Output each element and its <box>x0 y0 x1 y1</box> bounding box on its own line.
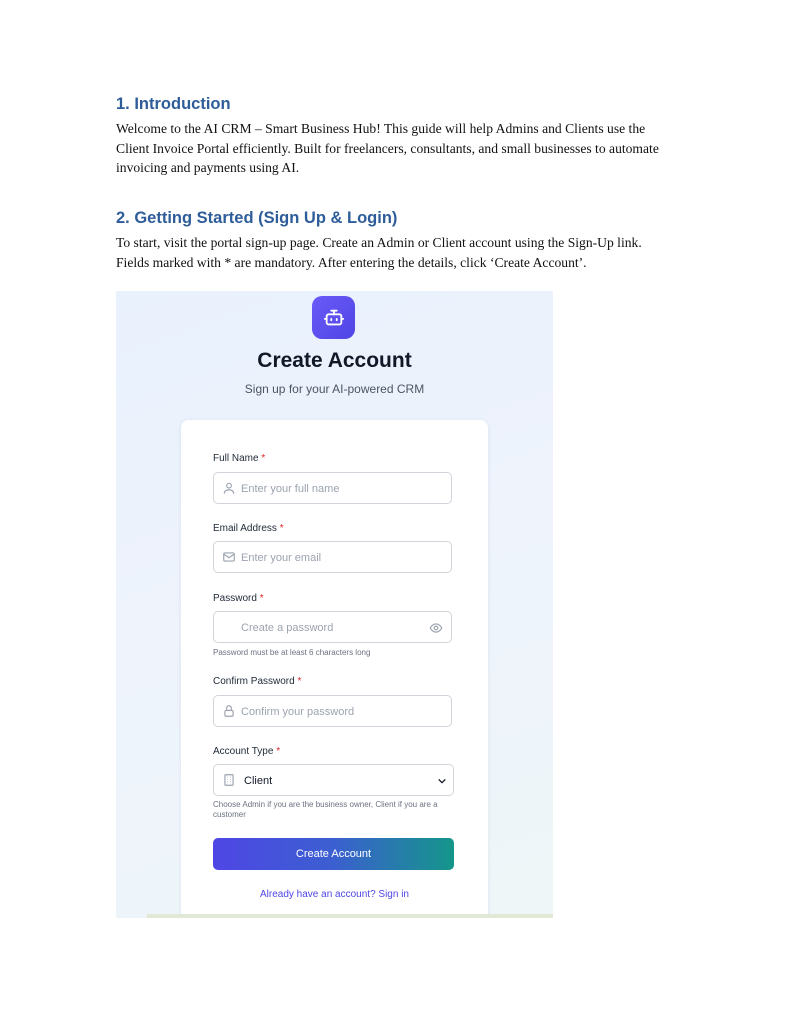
signup-subtitle: Sign up for your AI-powered CRM <box>244 382 425 396</box>
password-label <box>213 593 264 604</box>
required-marker: * <box>279 523 284 534</box>
required-marker: * <box>276 746 281 757</box>
create-account-button[interactable]: Create Account <box>213 838 454 870</box>
mail-icon <box>222 550 236 564</box>
password-label-text: Password <box>213 593 257 604</box>
full-name-label-text: Full Name <box>213 453 259 464</box>
account-type-select[interactable] <box>213 764 454 796</box>
email-placeholder: Enter your email <box>241 552 322 564</box>
account-type-label <box>213 746 280 757</box>
screenshot-bottom-edge <box>147 914 553 918</box>
email-input[interactable] <box>213 541 452 573</box>
building-icon <box>222 773 236 787</box>
password-placeholder: Create a password <box>241 622 334 634</box>
required-marker: * <box>261 453 266 464</box>
confirm-password-placeholder: Confirm your password <box>241 706 355 718</box>
getting-started-paragraph <box>116 233 668 272</box>
sign-in-link[interactable]: Already have an account? Sign in <box>260 889 409 900</box>
password-hint: Password must be at least 6 characters long <box>213 648 371 657</box>
confirm-password-label-text: Confirm Password <box>213 676 295 687</box>
chevron-down-icon <box>437 776 447 786</box>
full-name-label <box>213 453 265 464</box>
section-heading-getting-started: 2. Getting Started (Sign Up & Login) <box>116 209 398 227</box>
eye-icon[interactable] <box>429 621 443 635</box>
getting-started-line-1: To start, visit the portal sign-up page. Create an Admin or Client account using the Sign-Up link. <box>116 235 642 250</box>
email-label <box>213 523 284 534</box>
required-marker: * <box>259 593 264 604</box>
robot-icon <box>312 296 355 339</box>
confirm-password-label <box>213 676 301 687</box>
account-type-hint: Choose Admin if you are the business owner, Client if you are a customer <box>213 800 438 819</box>
signup-title: Create Account <box>257 349 412 372</box>
lock-icon <box>222 704 236 718</box>
signup-form-card <box>181 420 488 918</box>
user-icon <box>222 481 236 495</box>
introduction-paragraph: Welcome to the AI CRM – Smart Business Hub! This guide will help Admins and Clients use the Client Invoice Portal efficiently. Built for freelancers, consultants, and small businesses to automate invoicing and payments using AI. <box>116 121 659 175</box>
email-label-text: Email Address <box>213 523 277 534</box>
confirm-password-input[interactable] <box>213 695 452 727</box>
full-name-placeholder: Enter your full name <box>241 483 340 495</box>
password-input[interactable] <box>213 611 452 643</box>
getting-started-line-2: Fields marked with * are mandatory. After entering the details, click ‘Create Account’. <box>116 254 587 270</box>
full-name-input[interactable] <box>213 472 452 504</box>
signup-screenshot <box>116 291 553 918</box>
account-type-label-text: Account Type <box>213 746 274 757</box>
account-type-value: Client <box>244 775 273 787</box>
section-heading-introduction: 1. Introduction <box>116 95 231 113</box>
required-marker: * <box>297 676 302 687</box>
